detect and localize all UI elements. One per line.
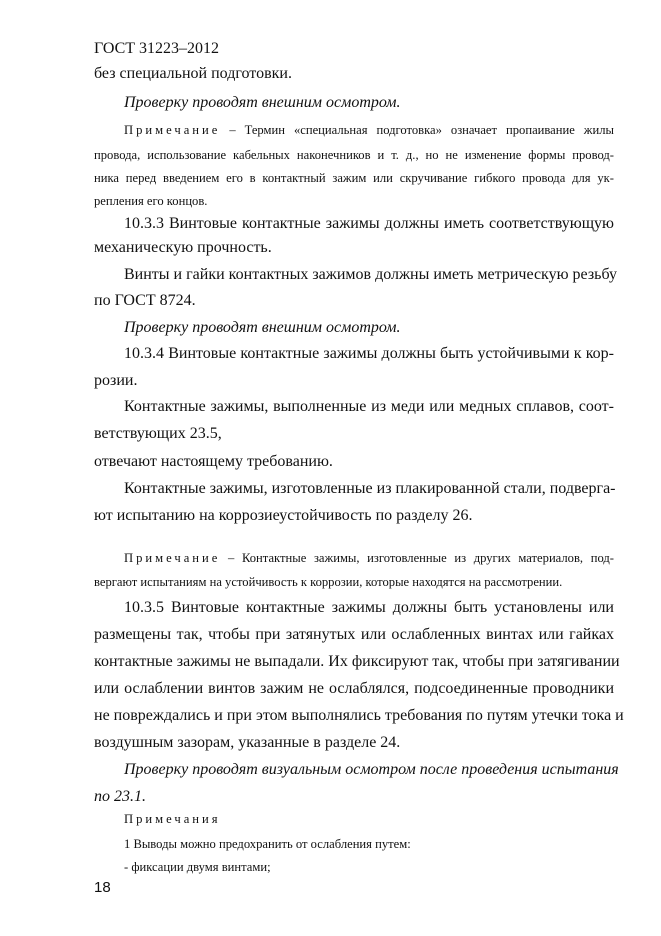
text-line: без специальной подготовки.	[94, 65, 292, 82]
text-line: розии.	[94, 372, 138, 389]
note-line: ника перед введением его в контактный зажим или скручивание гибкого провода для ук-	[94, 171, 614, 185]
text-line: по ГОСТ 8724.	[94, 292, 196, 309]
text-line: не повреждались и при этом выполнялись требования по путям утечки тока и	[94, 707, 624, 724]
note-text: – Термин «специальная подготовка» означает пропаивание жилы	[220, 123, 614, 137]
note-line: 1 Выводы можно предохранить от ослабления путем:	[124, 837, 411, 851]
note-label: Примечание	[124, 551, 221, 565]
text-line: отвечают настоящему требованию.	[94, 453, 333, 470]
text-line-italic: по 23.1.	[94, 788, 146, 805]
page-number: 18	[94, 879, 111, 896]
text-line: 10.3.5 Винтовые контактные зажимы должны быть установлены или	[124, 599, 614, 616]
text-line: механическую прочность.	[94, 239, 272, 256]
text-line: ветствующих 23.5,	[94, 425, 222, 442]
text-line: контактные зажимы не выпадали. Их фиксируют так, чтобы при затягивании	[94, 653, 620, 670]
note-line	[124, 124, 614, 137]
note-line: - фиксации двумя винтами;	[124, 860, 271, 874]
text-line-italic: Проверку проводят визуальным осмотром после проведения испытания	[124, 761, 619, 778]
text-line: Контактные зажимы, изготовленные из плакированной стали, подверга-	[124, 480, 616, 497]
text-line-italic: Проверку проводят внешним осмотром.	[124, 94, 401, 111]
text-line: размещены так, чтобы при затянутых или ослабленных винтах или гайках	[94, 626, 614, 643]
note-text: – Контактные зажимы, изготовленные из других материалов, под-	[220, 551, 614, 565]
note-line: вергают испытаниям на устойчивость к коррозии, которые находятся на рассмотрении.	[94, 575, 563, 589]
text-line: Винты и гайки контактных зажимов должны иметь метрическую резьбу	[124, 266, 617, 283]
text-line-italic: Проверку проводят внешним осмотром.	[124, 319, 401, 336]
text-line: 10.3.3 Винтовые контактные зажимы должны иметь соответствующую	[124, 215, 614, 232]
note-line: провода, использование кабельных наконечников и т. д., но не изменение формы провод-	[94, 148, 614, 162]
page-header: ГОСТ 31223–2012	[94, 40, 220, 57]
note-line: репления его концов.	[94, 194, 208, 208]
text-line: воздушным зазорам, указанные в разделе 24.	[94, 734, 401, 751]
text-line: или ослаблении винтов зажим не ослаблялся, подсоединенные проводники	[94, 680, 614, 697]
text-line: 10.3.4 Винтовые контактные зажимы должны быть устойчивыми к кор-	[124, 345, 614, 362]
text-line: ют испытанию на коррозиеустойчивость по разделу 26.	[94, 507, 473, 524]
note-label: Примечание	[124, 123, 221, 137]
note-line	[124, 552, 614, 565]
note-label: Примечания	[124, 812, 221, 826]
text-line: Контактные зажимы, выполненные из меди или медных сплавов, соот-	[124, 398, 614, 415]
